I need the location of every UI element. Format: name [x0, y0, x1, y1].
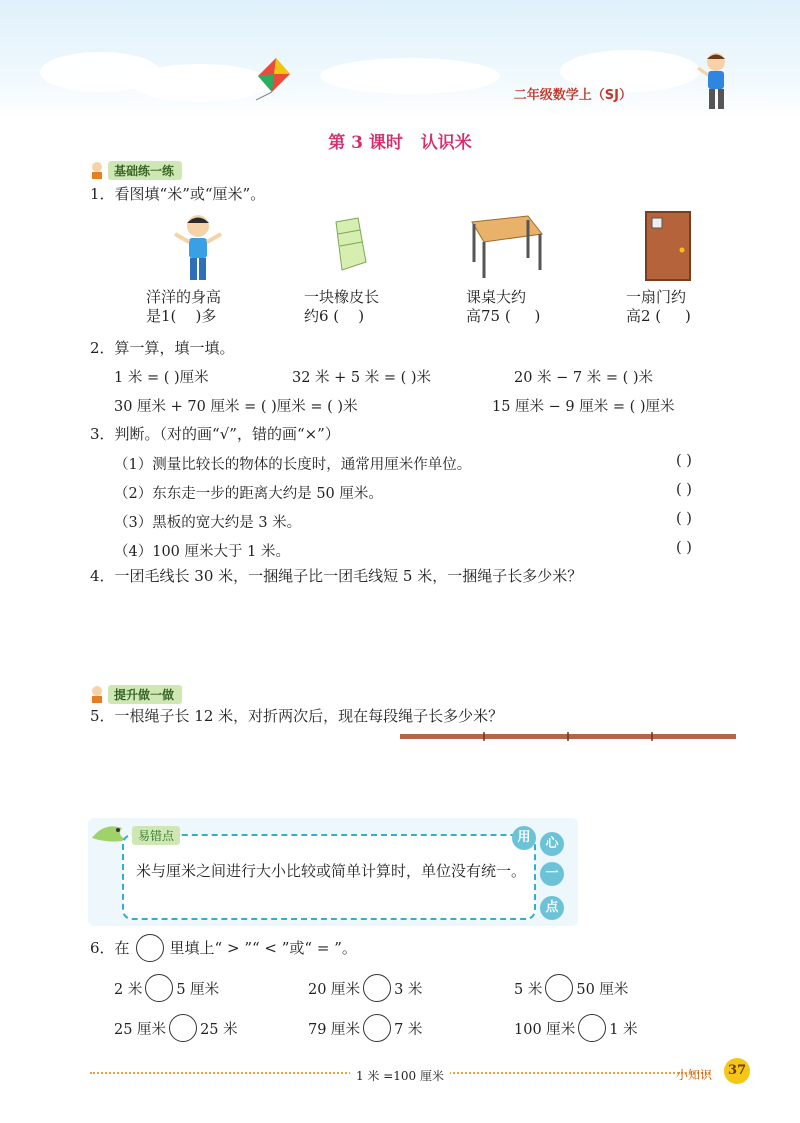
- compare-item: 20 厘米 3 米: [308, 974, 422, 1002]
- book-title: 二年级数学上（SJ）: [513, 88, 632, 103]
- compare-item: 5 米 50 厘米: [514, 974, 628, 1002]
- tip-side-char: 点: [540, 896, 564, 920]
- calc-item: 32 米 + 5 米 = ( )米: [292, 370, 432, 386]
- compare-item: 2 米 5 厘米: [114, 974, 219, 1002]
- compare-circle[interactable]: [578, 1014, 606, 1042]
- calc-item: 1 米 = ( )厘米: [114, 370, 209, 386]
- lesson-number: 第 3 课时: [328, 133, 403, 153]
- section-badge-advanced: [88, 684, 182, 704]
- compare-circle[interactable]: [145, 974, 173, 1002]
- calc-item: 20 米 − 7 米 = ( )米: [514, 370, 654, 386]
- section-badge-label: 提升做一做: [108, 685, 182, 704]
- answer-blank[interactable]: ( ): [676, 511, 692, 527]
- lesson-title: [0, 128, 800, 153]
- kite-icon: [246, 56, 292, 102]
- tip-label: 易错点: [132, 826, 180, 845]
- judge-item-3: （3）黑板的宽大约是 3 米。: [114, 515, 302, 531]
- tip-side-char: 心: [540, 832, 564, 856]
- compare-circle[interactable]: [545, 974, 573, 1002]
- student-icon: [88, 684, 108, 704]
- tip-side-char: 一: [540, 862, 564, 886]
- section-badge-label: 基础练一练: [108, 161, 182, 180]
- boy-with-kite-icon: [696, 50, 740, 116]
- compare-circle[interactable]: [169, 1014, 197, 1042]
- answer-blank[interactable]: ( ): [676, 453, 692, 469]
- student-icon: [88, 160, 108, 180]
- calc-item: 15 厘米 − 9 厘米 = ( )厘米: [492, 399, 675, 415]
- judge-item-4: （4）100 厘米大于 1 米。: [114, 544, 290, 560]
- question-2: 2．算一算，填一填。: [90, 339, 235, 357]
- eraser-icon: [326, 214, 370, 274]
- footer-fact: 1 米 =100 厘米: [0, 1067, 800, 1084]
- footer-tag: 小知识: [676, 1068, 713, 1082]
- boy-figure-icon: [172, 212, 224, 284]
- caption-item-1: 洋洋的身高 是1( )多: [146, 288, 222, 325]
- question-3: 3．判断。（对的画“√”，错的画“×”）: [90, 425, 340, 443]
- caption-item-4: 一扇门约 高2 ( ): [626, 288, 691, 325]
- judge-item-1: （1）测量比较长的物体的长度时，通常用厘米作单位。: [114, 457, 472, 473]
- question-6: 6．在 里填上“ > ”“ < ”或“ = ”。: [90, 934, 357, 962]
- section-badge-basic: [88, 160, 182, 180]
- page-number: 37: [724, 1058, 750, 1084]
- compare-circle[interactable]: [363, 974, 391, 1002]
- tip-text: 米与厘米之间进行大小比较或简单计算时，单位没有统一。: [136, 862, 527, 880]
- compare-circle[interactable]: [363, 1014, 391, 1042]
- compare-item: 79 厘米 7 米: [308, 1014, 422, 1042]
- lesson-name: 认识米: [420, 133, 472, 153]
- answer-blank[interactable]: ( ): [676, 540, 692, 556]
- cloud-decoration: [320, 58, 500, 94]
- compare-item: 100 厘米 1 米: [514, 1014, 638, 1042]
- question-1: 1．看图填“米”或“厘米”。: [90, 185, 266, 203]
- compare-item: 25 厘米 25 米: [114, 1014, 238, 1042]
- tip-side-char: 用: [512, 826, 536, 850]
- rope-diagram: [400, 732, 738, 742]
- question-5: 5．一根绳子长 12 米，对折两次后，现在每段绳子长多少米？: [90, 707, 504, 725]
- answer-blank[interactable]: ( ): [676, 482, 692, 498]
- calc-item: 30 厘米 + 70 厘米 = ( )厘米 = ( )米: [114, 399, 358, 415]
- question-4: 4．一团毛线长 30 米，一捆绳子比一团毛线短 5 米，一捆绳子长多少米？: [90, 567, 583, 585]
- door-icon: [644, 210, 692, 282]
- caption-item-2: 一块橡皮长 约6 ( ): [304, 288, 380, 325]
- judge-item-2: （2）东东走一步的距离大约是 50 厘米。: [114, 486, 383, 502]
- caption-item-3: 课桌大约 高75 ( ): [466, 288, 541, 325]
- desk-icon: [466, 212, 546, 282]
- compare-circle-sample: [136, 934, 164, 962]
